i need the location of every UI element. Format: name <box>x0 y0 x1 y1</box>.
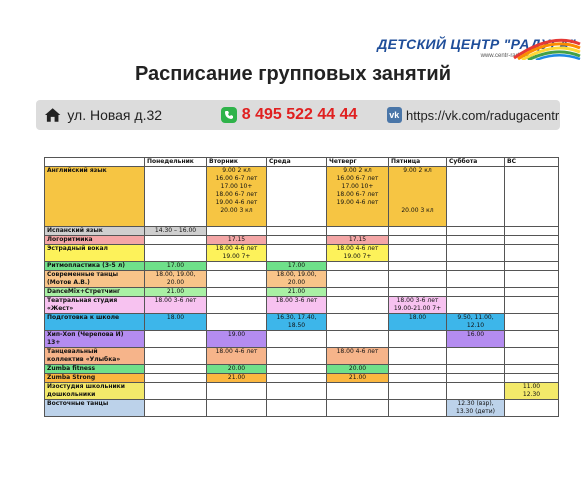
vk-icon: vk <box>387 107 402 123</box>
schedule-cell <box>505 167 559 227</box>
column-header: Пятница <box>389 158 447 167</box>
schedule-cell: 12.30 (взр), 13.30 (дети) <box>447 400 505 417</box>
brand-name: ДЕТСКИЙ ЦЕНТР "РАДУГА" <box>377 36 576 52</box>
schedule-cell <box>447 227 505 236</box>
table-row <box>45 245 559 262</box>
table-row <box>45 400 559 417</box>
schedule-cell: 18.00 <box>145 314 207 331</box>
schedule-cell: 20.00 <box>207 365 267 374</box>
schedule-cell: 18.00 3-6 лет <box>267 297 327 314</box>
schedule-cell: 9.00 2 кл 20.00 3 кл <box>389 167 447 227</box>
schedule-cell <box>447 167 505 227</box>
schedule-cell <box>145 236 207 245</box>
schedule-cell <box>389 288 447 297</box>
schedule-cell: 17.00 <box>145 262 207 271</box>
schedule-cell <box>505 236 559 245</box>
schedule-cell <box>207 288 267 297</box>
schedule-cell <box>505 297 559 314</box>
table-row <box>45 227 559 236</box>
schedule-cell <box>447 245 505 262</box>
schedule-cell: 16.00 <box>447 331 505 348</box>
schedule-cell <box>447 383 505 400</box>
schedule-cell <box>505 271 559 288</box>
activity-name: DanceMix+Стретчинг <box>45 288 145 297</box>
column-header: Четверг <box>327 158 389 167</box>
schedule-cell <box>267 236 327 245</box>
schedule-cell: 18.00, 19.00, 20.00 <box>145 271 207 288</box>
schedule-cell <box>389 365 447 374</box>
schedule-cell <box>145 365 207 374</box>
schedule-cell <box>505 288 559 297</box>
schedule-cell: 16.30, 17.40, 18.50 <box>267 314 327 331</box>
schedule-cell <box>389 271 447 288</box>
activity-name: Хип-Хоп (Черепова И) 13+ <box>45 331 145 348</box>
schedule-cell: 21.00 <box>207 374 267 383</box>
schedule-cell <box>207 262 267 271</box>
table-row <box>45 288 559 297</box>
schedule-cell: 18.00 4-6 лет 19.00 7+ <box>327 245 389 262</box>
schedule-cell <box>447 365 505 374</box>
schedule-cell <box>447 262 505 271</box>
schedule-cell <box>327 288 389 297</box>
activity-name: Современные танцы (Мотов А.В.) <box>45 271 145 288</box>
schedule-cell <box>447 348 505 365</box>
schedule-cell <box>505 245 559 262</box>
schedule-cell <box>145 331 207 348</box>
schedule-cell <box>267 365 327 374</box>
page-title: Расписание групповых занятий <box>134 63 451 85</box>
column-header: Понедельник <box>145 158 207 167</box>
schedule-cell <box>207 227 267 236</box>
schedule-cell <box>505 400 559 417</box>
schedule-cell <box>327 331 389 348</box>
table-row <box>45 236 559 245</box>
schedule-cell <box>267 167 327 227</box>
schedule-cell: 18.00 4-6 лет <box>327 348 389 365</box>
schedule-cell <box>267 245 327 262</box>
schedule-cell: 14.30 – 16.00 <box>145 227 207 236</box>
activity-name: Танцевальный коллектив «Улыбка» <box>45 348 145 365</box>
schedule-cell <box>267 400 327 417</box>
activity-name: Zumba Strong <box>45 374 145 383</box>
schedule-cell <box>145 374 207 383</box>
schedule-cell: 9.50, 11.00, 12.10 <box>447 314 505 331</box>
table-row <box>45 331 559 348</box>
table-header-row <box>45 158 559 167</box>
schedule-cell: 9.00 2 кл 16.00 6-7 лет 17.00 10+ 18.00 6-7 лет 19.00 4-6 лет <box>327 167 389 227</box>
schedule-cell <box>389 374 447 383</box>
schedule-cell <box>505 227 559 236</box>
schedule-cell <box>207 400 267 417</box>
schedule-cell <box>389 227 447 236</box>
activity-name: Испанский язык <box>45 227 145 236</box>
schedule-cell: 21.00 <box>267 288 327 297</box>
whatsapp-phone-icon <box>221 107 236 123</box>
activity-name: Театральная студия «Жест» <box>45 297 145 314</box>
schedule-cell <box>327 227 389 236</box>
activity-name: Подготовка к школе <box>45 314 145 331</box>
vk-link[interactable]: https://vk.com/radugacentr <box>406 107 560 123</box>
phone-number[interactable]: 8 495 522 44 44 <box>241 106 358 123</box>
table-row <box>45 297 559 314</box>
schedule-cell: 18.00 3-6 лет 19.00-21.00 7+ <box>389 297 447 314</box>
home-icon <box>44 107 61 123</box>
schedule-cell: 11.00 12.30 <box>505 383 559 400</box>
schedule-cell <box>447 271 505 288</box>
schedule-cell: 17.00 <box>267 262 327 271</box>
contact-bar <box>36 100 560 130</box>
schedule-cell <box>505 262 559 271</box>
schedule-cell: 18.00 <box>389 314 447 331</box>
schedule-cell <box>389 400 447 417</box>
schedule-cell <box>207 271 267 288</box>
schedule-cell <box>267 348 327 365</box>
schedule-cell <box>207 383 267 400</box>
schedule-cell: 18.00 4-6 лет 19.00 7+ <box>207 245 267 262</box>
schedule-cell <box>145 348 207 365</box>
schedule-cell <box>389 383 447 400</box>
schedule-cell <box>267 227 327 236</box>
schedule-cell <box>267 374 327 383</box>
schedule-cell <box>145 167 207 227</box>
table-row <box>45 271 559 288</box>
schedule-cell <box>327 297 389 314</box>
column-header: Вторник <box>207 158 267 167</box>
table-row <box>45 374 559 383</box>
schedule-cell <box>505 374 559 383</box>
column-header: Суббота <box>447 158 505 167</box>
activity-name: Английский язык <box>45 167 145 227</box>
schedule-cell <box>505 348 559 365</box>
schedule-cell: 19.00 <box>207 331 267 348</box>
schedule-cell <box>389 236 447 245</box>
schedule-cell: 18.00 4-6 лет <box>207 348 267 365</box>
schedule-cell: 18.00, 19.00, 20.00 <box>267 271 327 288</box>
schedule-cell <box>505 365 559 374</box>
schedule-cell: 20.00 <box>327 365 389 374</box>
schedule-cell <box>327 271 389 288</box>
table-row <box>45 348 559 365</box>
activity-name: Эстрадный вокал <box>45 245 145 262</box>
schedule-cell <box>327 314 389 331</box>
schedule-cell <box>389 348 447 365</box>
schedule-cell: 18.00 3-6 лет <box>145 297 207 314</box>
schedule-cell <box>505 314 559 331</box>
schedule-cell <box>145 245 207 262</box>
schedule-cell <box>447 374 505 383</box>
schedule-cell <box>267 383 327 400</box>
schedule-cell <box>145 383 207 400</box>
schedule-cell <box>327 262 389 271</box>
brand-url: www.centr-raduga.ru <box>480 53 536 59</box>
schedule-cell <box>389 262 447 271</box>
table-row <box>45 262 559 271</box>
schedule-cell <box>267 331 327 348</box>
column-header: ВС <box>505 158 559 167</box>
activity-name: Изостудия школьники дошкольники <box>45 383 145 400</box>
schedule-cell: 9.00 2 кл 16.00 6-7 лет 17.00 10+ 18.00 6-7 лет 19.00 4-6 лет 20.00 3 кл <box>207 167 267 227</box>
schedule-cell <box>505 331 559 348</box>
table-row <box>45 167 559 227</box>
schedule-cell <box>207 314 267 331</box>
column-header: Среда <box>267 158 327 167</box>
schedule-table <box>44 157 559 417</box>
column-header <box>45 158 145 167</box>
schedule-cell: 21.00 <box>327 374 389 383</box>
activity-name: Ритмопластика (3-5 л) <box>45 262 145 271</box>
activity-name: Zumba fitness <box>45 365 145 374</box>
schedule-cell <box>207 297 267 314</box>
schedule-cell: 17.15 <box>207 236 267 245</box>
schedule-cell <box>447 297 505 314</box>
table-row <box>45 314 559 331</box>
schedule-cell <box>447 288 505 297</box>
schedule-cell: 21.00 <box>145 288 207 297</box>
schedule-cell <box>389 245 447 262</box>
schedule-cell <box>327 383 389 400</box>
schedule-cell <box>327 400 389 417</box>
rainbow-logo-icon <box>512 38 582 60</box>
table-row <box>45 383 559 400</box>
schedule-cell <box>447 236 505 245</box>
table-row <box>45 365 559 374</box>
activity-name: Восточные танцы <box>45 400 145 417</box>
schedule-cell <box>145 400 207 417</box>
address-text: ул. Новая д.32 <box>67 107 163 123</box>
activity-name: Логоритмика <box>45 236 145 245</box>
schedule-cell <box>389 331 447 348</box>
schedule-cell: 17.15 <box>327 236 389 245</box>
